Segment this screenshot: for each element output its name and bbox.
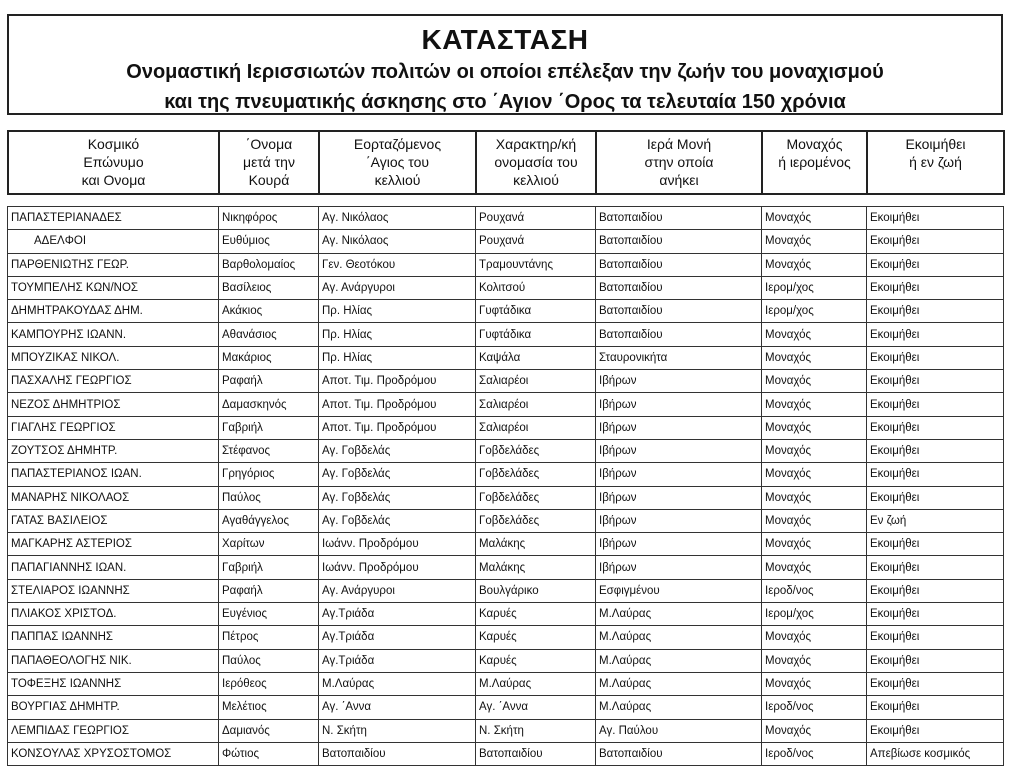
cell-monastery: Μ.Λαύρας: [596, 672, 762, 695]
document-title: ΚΑΤΑΣΤΑΣΗ: [421, 24, 589, 55]
cell-monastery: Βατοπαιδίου: [596, 300, 762, 323]
table-row: [8, 370, 1004, 393]
cell-monastery: Βατοπαιδίου: [596, 276, 762, 299]
cell-cell-name: Βουλγάρικο: [476, 579, 596, 602]
cell-status: Εκοιμήθει: [867, 603, 1004, 626]
cell-monastic-name: Παύλος: [219, 486, 319, 509]
cell-secular-name: ΔΗΜΗΤΡΑΚΟΥΔΑΣ ΔΗΜ.: [8, 300, 219, 323]
cell-patron-saint: Αγ. Ανάργυροι: [319, 276, 476, 299]
table-row: [8, 346, 1004, 369]
cell-monastery: Βατοπαιδίου: [596, 323, 762, 346]
cell-rank: Ιεροδ/νος: [762, 579, 867, 602]
header-line: Ιερά Μονή: [646, 136, 712, 152]
cell-status: Εκοιμήθει: [867, 719, 1004, 742]
cell-monastery: Μ.Λαύρας: [596, 649, 762, 672]
cell-patron-saint: Αγ. Νικόλαος: [319, 207, 476, 230]
cell-rank: Μοναχός: [762, 393, 867, 416]
header-line: στην οποία: [644, 154, 714, 170]
header-line: Κουρά: [248, 172, 290, 188]
cell-status: Εκοιμήθει: [867, 439, 1004, 462]
cell-cell-name: Μαλάκης: [476, 533, 596, 556]
cell-cell-name: Σαλιαρέοι: [476, 370, 596, 393]
cell-secular-name: ΣΤΕΛΙΑΡΟΣ ΙΩΑΝΝΗΣ: [8, 579, 219, 602]
cell-status: Εκοιμήθει: [867, 323, 1004, 346]
cell-monastery: Ιβήρων: [596, 393, 762, 416]
cell-patron-saint: Ιωάνν. Προδρόμου: [319, 556, 476, 579]
cell-rank: Μοναχός: [762, 672, 867, 695]
cell-monastic-name: Γαβριήλ: [219, 556, 319, 579]
cell-secular-name: ΓΙΑΓΛΗΣ ΓΕΩΡΓΙΟΣ: [8, 416, 219, 439]
cell-monastic-name: Δαμασκηνός: [219, 393, 319, 416]
cell-secular-name: ΠΑΠΠΑΣ ΙΩΑΝΝΗΣ: [8, 626, 219, 649]
cell-monastic-name: Γαβριήλ: [219, 416, 319, 439]
header-line: Μοναχός: [786, 136, 843, 152]
table-row: [8, 439, 1004, 462]
header-line: ανήκει: [659, 172, 699, 188]
cell-monastic-name: Δαμιανός: [219, 719, 319, 742]
cell-monastic-name: Ραφαήλ: [219, 579, 319, 602]
header-line: Χαρακτηρ/κή: [495, 136, 577, 152]
cell-status: Εκοιμήθει: [867, 533, 1004, 556]
cell-cell-name: Ν. Σκήτη: [476, 719, 596, 742]
cell-monastic-name: Ιερόθεος: [219, 672, 319, 695]
table-row: [8, 300, 1004, 323]
cell-rank: Ιεροδ/νος: [762, 696, 867, 719]
cell-monastic-name: Αθανάσιος: [219, 323, 319, 346]
cell-cell-name: Μαλάκης: [476, 556, 596, 579]
cell-cell-name: Καρυές: [476, 603, 596, 626]
header-rank: [762, 131, 867, 194]
table-row: [8, 626, 1004, 649]
cell-secular-name: ΤΟΦΕΞΗΣ ΙΩΑΝΝΗΣ: [8, 672, 219, 695]
cell-secular-name: ΜΑΝΑΡΗΣ ΝΙΚΟΛΑΟΣ: [8, 486, 219, 509]
cell-monastic-name: Φώτιος: [219, 742, 319, 765]
cell-monastic-name: Στέφανος: [219, 439, 319, 462]
cell-status: Εκοιμήθει: [867, 230, 1004, 253]
cell-patron-saint: Αγ. Γοβδελάς: [319, 486, 476, 509]
cell-monastery: Βατοπαιδίου: [596, 253, 762, 276]
cell-status: Εκοιμήθει: [867, 672, 1004, 695]
header-line: μετά την: [243, 154, 295, 170]
cell-rank: Μοναχός: [762, 253, 867, 276]
cell-patron-saint: Αγ.Τριάδα: [319, 649, 476, 672]
cell-rank: Μοναχός: [762, 463, 867, 486]
cell-status: Εκοιμήθει: [867, 346, 1004, 369]
cell-cell-name: Σαλιαρέοι: [476, 416, 596, 439]
cell-rank: Ιερομ/χος: [762, 276, 867, 299]
header-line: Επώνυμο: [83, 154, 144, 170]
cell-secular-name: ΤΟΥΜΠΕΛΗΣ ΚΩΝ/ΝΟΣ: [8, 276, 219, 299]
title-box: [7, 14, 1003, 115]
table-row: [8, 742, 1004, 765]
data-body: [8, 207, 1004, 766]
subtitle-line-2: και της πνευματικής άσκησης στο ΄Αγιον ΄Ορος τα τελευταία 150 χρόνια: [164, 91, 846, 113]
cell-patron-saint: Αγ. Ανάργυροι: [319, 579, 476, 602]
cell-rank: Ιερομ/χος: [762, 300, 867, 323]
cell-monastery: Ιβήρων: [596, 370, 762, 393]
table-row: [8, 207, 1004, 230]
cell-cell-name: Γυφτάδικα: [476, 323, 596, 346]
cell-cell-name: Ρουχανά: [476, 230, 596, 253]
cell-patron-saint: Πρ. Ηλίας: [319, 346, 476, 369]
header-line: Κοσμικό: [87, 136, 140, 152]
table-row: [8, 393, 1004, 416]
table-row: [8, 323, 1004, 346]
cell-secular-name: ΒΟΥΡΓΙΑΣ ΔΗΜΗΤΡ.: [8, 696, 219, 719]
cell-rank: Μοναχός: [762, 207, 867, 230]
cell-status: Εκοιμήθει: [867, 696, 1004, 719]
header-secular-name: [8, 131, 219, 194]
table-row: [8, 463, 1004, 486]
cell-rank: Μοναχός: [762, 719, 867, 742]
subtitle-line-1: Ονομαστική Ιερισσιωτών πολιτών οι οποίοι επέλεξαν την ζωήν του μοναχισμού: [126, 61, 884, 83]
table-row: [8, 416, 1004, 439]
cell-patron-saint: Μ.Λαύρας: [319, 672, 476, 695]
cell-monastic-name: Ευγένιος: [219, 603, 319, 626]
cell-status: Εκοιμήθει: [867, 276, 1004, 299]
cell-patron-saint: Αποτ. Τιμ. Προδρόμου: [319, 393, 476, 416]
cell-secular-name: ΛΕΜΠΙΔΑΣ ΓΕΩΡΓΙΟΣ: [8, 719, 219, 742]
cell-cell-name: Γοβδελάδες: [476, 509, 596, 532]
cell-rank: Μοναχός: [762, 509, 867, 532]
cell-monastery: Ιβήρων: [596, 439, 762, 462]
table-row: [8, 486, 1004, 509]
cell-monastic-name: Παύλος: [219, 649, 319, 672]
cell-status: Εκοιμήθει: [867, 649, 1004, 672]
header-monastery: [596, 131, 762, 194]
cell-patron-saint: Αγ.Τριάδα: [319, 626, 476, 649]
table-row: [8, 533, 1004, 556]
cell-monastery: Μ.Λαύρας: [596, 603, 762, 626]
table-row: [8, 719, 1004, 742]
table-row: [8, 253, 1004, 276]
cell-monastery: Ιβήρων: [596, 416, 762, 439]
cell-monastery: Ιβήρων: [596, 556, 762, 579]
cell-monastery: Βατοπαιδίου: [596, 742, 762, 765]
cell-rank: Ιερομ/χος: [762, 603, 867, 626]
cell-status: Εκοιμήθει: [867, 579, 1004, 602]
cell-patron-saint: Αποτ. Τιμ. Προδρόμου: [319, 416, 476, 439]
cell-cell-name: Γυφτάδικα: [476, 300, 596, 323]
cell-secular-name: ΠΑΠΑΣΤΕΡΙΑΝΟΣ ΙΩΑΝ.: [8, 463, 219, 486]
cell-status: Εκοιμήθει: [867, 486, 1004, 509]
cell-monastic-name: Αγαθάγγελος: [219, 509, 319, 532]
header-monastic-name: [219, 131, 319, 194]
cell-rank: Μοναχός: [762, 439, 867, 462]
cell-rank: Μοναχός: [762, 346, 867, 369]
cell-status: Εκοιμήθει: [867, 416, 1004, 439]
cell-cell-name: Μ.Λαύρας: [476, 672, 596, 695]
header-line: ΄Ονομα: [245, 136, 293, 152]
header-patron-saint: [319, 131, 476, 194]
cell-status: Εκοιμήθει: [867, 393, 1004, 416]
cell-secular-name: ΠΑΣΧΑΛΗΣ ΓΕΩΡΓΙΟΣ: [8, 370, 219, 393]
cell-monastery: Βατοπαιδίου: [596, 230, 762, 253]
cell-secular-name: ΠΑΠΑΘΕΟΛΟΓΗΣ ΝΙΚ.: [8, 649, 219, 672]
cell-secular-name: ΠΑΠΑΓΙΑΝΝΗΣ ΙΩΑΝ.: [8, 556, 219, 579]
cell-patron-saint: Αγ. ΄Αννα: [319, 696, 476, 719]
header-line: ή εν ζωή: [909, 154, 962, 170]
cell-monastery: Ιβήρων: [596, 486, 762, 509]
cell-monastic-name: Νικηφόρος: [219, 207, 319, 230]
table-row: [8, 556, 1004, 579]
cell-monastery: Ιβήρων: [596, 463, 762, 486]
cell-patron-saint: Ν. Σκήτη: [319, 719, 476, 742]
header-line: Εορταζόμενος: [353, 136, 442, 152]
cell-monastery: Σταυρονικήτα: [596, 346, 762, 369]
cell-monastic-name: Βαρθολομαίος: [219, 253, 319, 276]
cell-secular-name: ΠΑΡΘΕΝΙΩΤΗΣ ΓΕΩΡ.: [8, 253, 219, 276]
cell-status: Εκοιμήθει: [867, 300, 1004, 323]
table-row: [8, 649, 1004, 672]
cell-monastery: Εσφιγμένου: [596, 579, 762, 602]
cell-rank: Μοναχός: [762, 626, 867, 649]
cell-secular-name: ΓΑΤΑΣ ΒΑΣΙΛΕΙΟΣ: [8, 509, 219, 532]
cell-patron-saint: Αγ. Γοβδελάς: [319, 509, 476, 532]
header-status: [867, 131, 1004, 194]
cell-secular-name: ΝΕΖΟΣ ΔΗΜΗΤΡΙΟΣ: [8, 393, 219, 416]
cell-monastic-name: Μακάριος: [219, 346, 319, 369]
cell-monastic-name: Πέτρος: [219, 626, 319, 649]
cell-status: Εκοιμήθει: [867, 253, 1004, 276]
cell-patron-saint: Αγ. Γοβδελάς: [319, 463, 476, 486]
cell-monastic-name: Ευθύμιος: [219, 230, 319, 253]
header-cell-name: [476, 131, 596, 194]
table-row: [8, 603, 1004, 626]
cell-monastic-name: Γρηγόριος: [219, 463, 319, 486]
cell-secular-name: ΜΠΟΥΖΙΚΑΣ ΝΙΚΟΛ.: [8, 346, 219, 369]
cell-status: Εν ζωή: [867, 509, 1004, 532]
cell-cell-name: Αγ. ΄Αννα: [476, 696, 596, 719]
cell-secular-name: ΚΑΜΠΟΥΡΗΣ ΙΩΑΝΝ.: [8, 323, 219, 346]
cell-patron-saint: Αποτ. Τιμ. Προδρόμου: [319, 370, 476, 393]
cell-cell-name: Κολιτσού: [476, 276, 596, 299]
cell-status: Εκοιμήθει: [867, 463, 1004, 486]
cell-rank: Ιεροδ/νος: [762, 742, 867, 765]
cell-secular-name: ΠΑΠΑΣΤΕΡΙΑΝΑΔΕΣ: [8, 207, 219, 230]
cell-status: Εκοιμήθει: [867, 370, 1004, 393]
cell-monastic-name: Ραφαήλ: [219, 370, 319, 393]
cell-monastery: Μ.Λαύρας: [596, 696, 762, 719]
cell-monastery: Μ.Λαύρας: [596, 626, 762, 649]
header-line: Εκοιμήθει: [905, 136, 966, 152]
cell-monastery: Αγ. Παύλου: [596, 719, 762, 742]
header-line: και Ονομα: [81, 172, 146, 188]
cell-secular-name: ΑΔΕΛΦΟΙ: [8, 230, 219, 253]
table-row: [8, 672, 1004, 695]
cell-patron-saint: Πρ. Ηλίας: [319, 323, 476, 346]
header-line: κελλιού: [513, 172, 559, 188]
cell-secular-name: ΜΑΓΚΑΡΗΣ ΑΣΤΕΡΙΟΣ: [8, 533, 219, 556]
cell-monastic-name: Βασίλειος: [219, 276, 319, 299]
cell-rank: Μοναχός: [762, 230, 867, 253]
cell-cell-name: Γοβδελάδες: [476, 463, 596, 486]
header-line: ονομασία του: [494, 154, 578, 170]
cell-cell-name: Καρυές: [476, 649, 596, 672]
cell-patron-saint: Βατοπαιδίου: [319, 742, 476, 765]
table-row: [8, 230, 1004, 253]
cell-secular-name: ΖΟΥΤΣΟΣ ΔΗΜΗΤΡ.: [8, 439, 219, 462]
cell-rank: Μοναχός: [762, 486, 867, 509]
cell-cell-name: Βατοπαιδίου: [476, 742, 596, 765]
table-row: [8, 276, 1004, 299]
cell-rank: Μοναχός: [762, 533, 867, 556]
table-row: [8, 696, 1004, 719]
cell-rank: Μοναχός: [762, 323, 867, 346]
cell-patron-saint: Πρ. Ηλίας: [319, 300, 476, 323]
cell-monastery: Ιβήρων: [596, 509, 762, 532]
cell-status: Εκοιμήθει: [867, 207, 1004, 230]
cell-patron-saint: Ιωάνν. Προδρόμου: [319, 533, 476, 556]
cell-patron-saint: Αγ. Γοβδελάς: [319, 439, 476, 462]
header-table: [7, 130, 1005, 195]
cell-rank: Μοναχός: [762, 556, 867, 579]
cell-monastic-name: Χαρίτων: [219, 533, 319, 556]
cell-monastery: Ιβήρων: [596, 533, 762, 556]
cell-monastery: Βατοπαιδίου: [596, 207, 762, 230]
cell-monastic-name: Μελέτιος: [219, 696, 319, 719]
cell-cell-name: Καψάλα: [476, 346, 596, 369]
cell-status: Απεβίωσε κοσμικός: [867, 742, 1004, 765]
cell-monastic-name: Ακάκιος: [219, 300, 319, 323]
cell-status: Εκοιμήθει: [867, 556, 1004, 579]
cell-cell-name: Σαλιαρέοι: [476, 393, 596, 416]
header-line: κελλιού: [374, 172, 421, 188]
table-row: [8, 579, 1004, 602]
cell-cell-name: Γοβδελάδες: [476, 486, 596, 509]
cell-rank: Μοναχός: [762, 416, 867, 439]
cell-cell-name: Γοβδελάδες: [476, 439, 596, 462]
cell-rank: Μοναχός: [762, 370, 867, 393]
cell-cell-name: Ρουχανά: [476, 207, 596, 230]
cell-patron-saint: Γεν. Θεοτόκου: [319, 253, 476, 276]
cell-cell-name: Τραμουντάνης: [476, 253, 596, 276]
cell-rank: Μοναχός: [762, 649, 867, 672]
cell-secular-name: ΠΛΙΑΚΟΣ ΧΡΙΣΤΟΔ.: [8, 603, 219, 626]
table-row: [8, 509, 1004, 532]
cell-patron-saint: Αγ.Τριάδα: [319, 603, 476, 626]
header-line: ή ιερομένος: [778, 154, 851, 170]
cell-status: Εκοιμήθει: [867, 626, 1004, 649]
cell-patron-saint: Αγ. Νικόλαος: [319, 230, 476, 253]
data-table: [7, 206, 1004, 766]
header-line: ΄Αγιος του: [365, 154, 430, 170]
header-row: [8, 131, 1004, 194]
cell-cell-name: Καρυές: [476, 626, 596, 649]
cell-secular-name: ΚΟΝΣΟΥΛΑΣ ΧΡΥΣΟΣΤΟΜΟΣ: [8, 742, 219, 765]
